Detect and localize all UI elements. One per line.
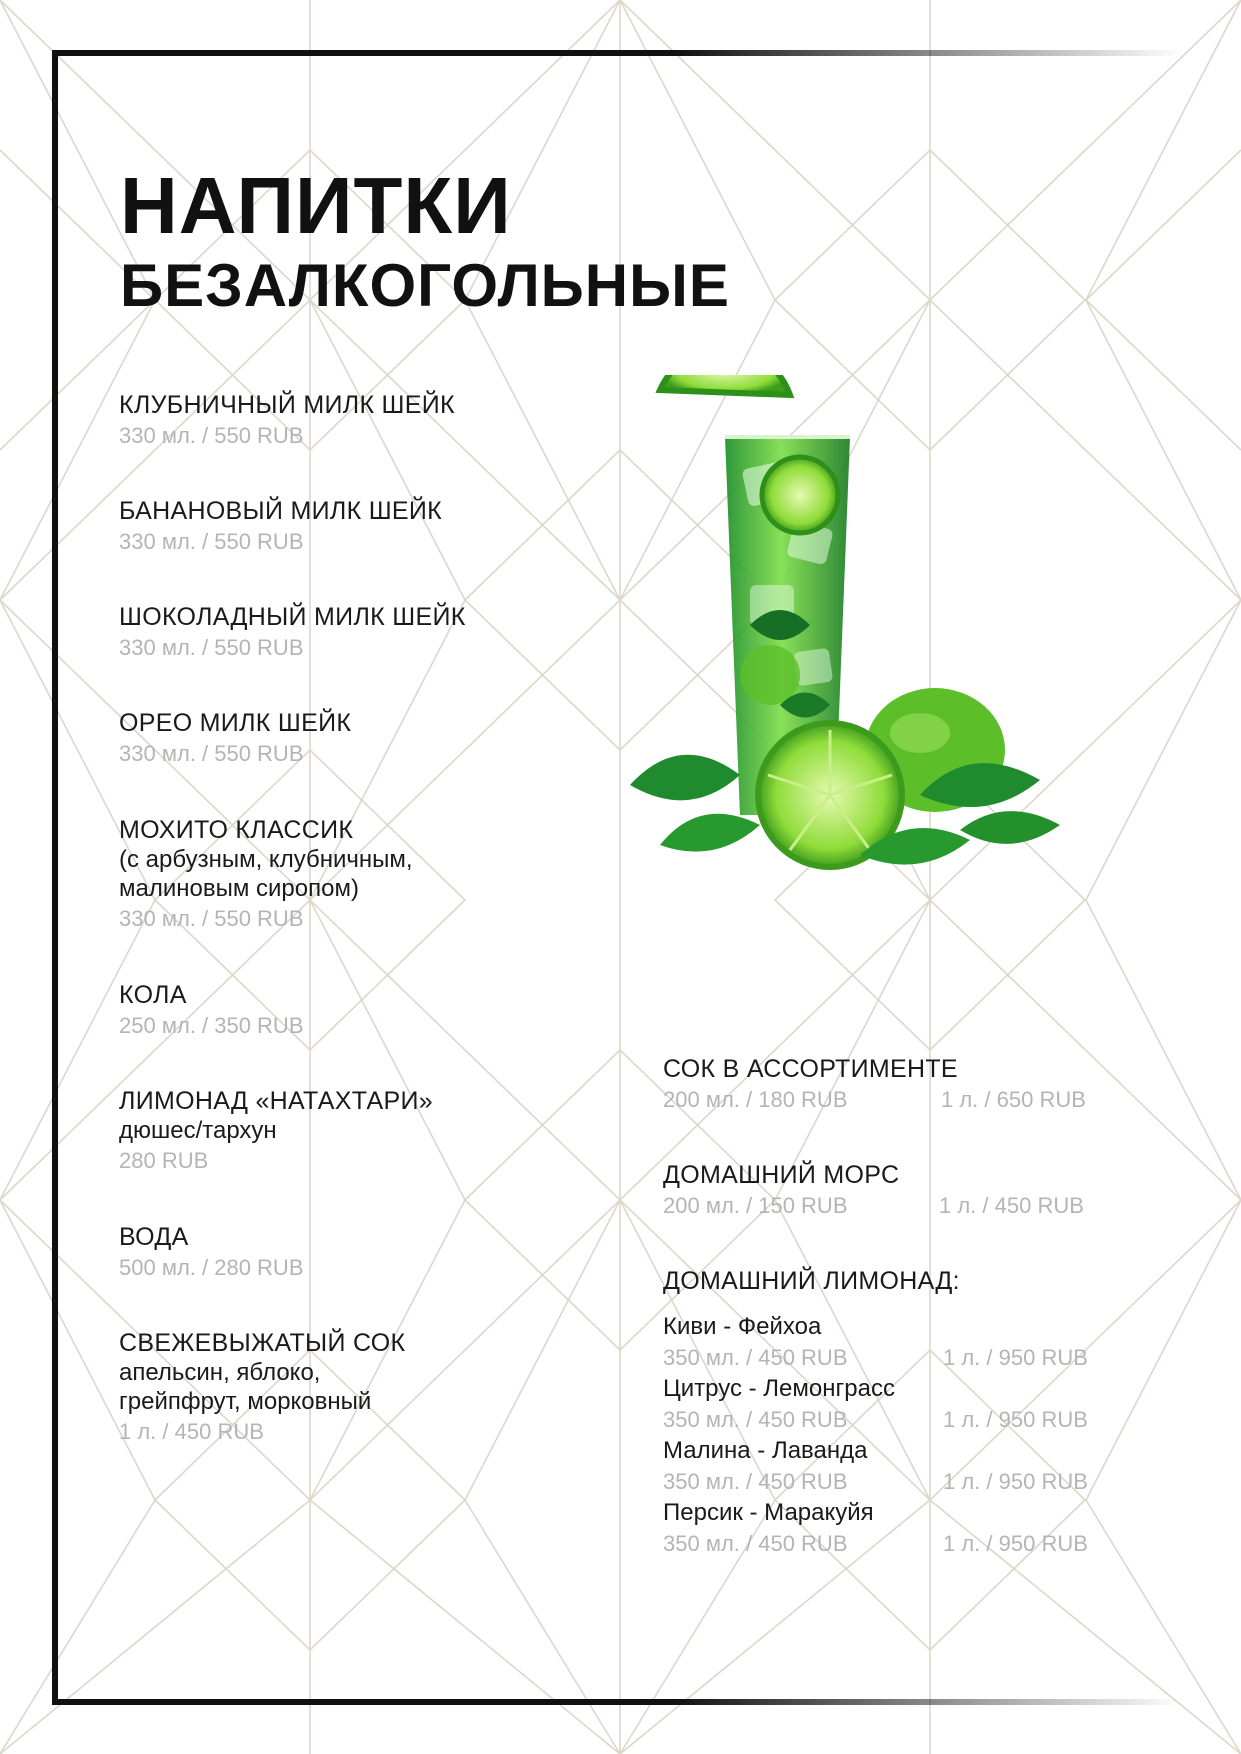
item-price-large: 1 л. / 950 RUB <box>943 1469 1088 1494</box>
price-row <box>663 1528 1113 1560</box>
menu-item <box>119 1222 304 1284</box>
frame-left-border <box>52 50 58 1705</box>
item-price: 250 мл. / 350 RUB <box>119 1013 304 1038</box>
item-price: 280 RUB <box>119 1148 209 1173</box>
frame-top-border <box>52 50 1184 56</box>
item-price-small: 350 мл. / 450 RUB <box>663 1345 848 1370</box>
item-description: (с арбузным, клубничным, <box>119 846 413 873</box>
menu-item <box>119 708 351 770</box>
menu-item <box>119 815 413 935</box>
item-price-large: 1 л. / 450 RUB <box>939 1193 1084 1218</box>
item-name: ВОДА <box>119 1223 189 1251</box>
flavor-name: Цитрус - Лемонграсс <box>663 1375 895 1402</box>
item-price: 330 мл. / 550 RUB <box>119 529 304 554</box>
lemonade-heading: ДОМАШНИЙ ЛИМОНАД: <box>663 1267 960 1295</box>
menu-item <box>663 1054 1103 1116</box>
item-name: ДОМАШНИЙ МОРС <box>663 1161 900 1189</box>
item-description: грейпфрут, морковный <box>119 1388 372 1415</box>
item-price: 330 мл. / 550 RUB <box>119 906 304 931</box>
item-price-small: 350 мл. / 450 RUB <box>663 1407 848 1432</box>
menu-item <box>119 602 466 664</box>
item-price-large: 1 л. / 950 RUB <box>943 1345 1088 1370</box>
item-price-small: 350 мл. / 450 RUB <box>663 1531 848 1556</box>
item-price-small: 200 мл. / 180 RUB <box>663 1087 848 1112</box>
item-price: 330 мл. / 550 RUB <box>119 423 304 448</box>
item-name: СВЕЖЕВЫЖАТЫЙ СОК <box>119 1329 406 1357</box>
flavor-name: Киви - Фейхоа <box>663 1313 822 1340</box>
item-name: СОК В АССОРТИМЕНТЕ <box>663 1055 958 1083</box>
item-name: МОХИТО КЛАССИК <box>119 816 354 844</box>
item-price: 330 мл. / 550 RUB <box>119 741 304 766</box>
page-title <box>120 162 730 322</box>
item-price-large: 1 л. / 650 RUB <box>941 1087 1086 1112</box>
item-price-large: 1 л. / 950 RUB <box>943 1407 1088 1432</box>
item-name: ОРЕО МИЛК ШЕЙК <box>119 709 352 737</box>
menu-item <box>119 980 304 1042</box>
item-price-large: 1 л. / 950 RUB <box>943 1531 1088 1556</box>
item-description: малиновым сиропом) <box>119 875 359 902</box>
item-price-small: 350 мл. / 450 RUB <box>663 1469 848 1494</box>
item-name: БАНАНОВЫЙ МИЛК ШЕЙК <box>119 497 443 525</box>
price-row <box>663 1084 1103 1116</box>
menu-item <box>119 496 442 558</box>
menu-item <box>663 1160 1103 1222</box>
item-name: ШОКОЛАДНЫЙ МИЛК ШЕЙК <box>119 603 466 631</box>
menu-item <box>119 1086 433 1177</box>
item-name: КЛУБНИЧНЫЙ МИЛК ШЕЙК <box>119 391 455 419</box>
price-row <box>663 1404 1113 1436</box>
item-price: 1 л. / 450 RUB <box>119 1419 264 1444</box>
item-price: 330 мл. / 550 RUB <box>119 635 304 660</box>
item-name: КОЛА <box>119 981 187 1009</box>
item-price-small: 200 мл. / 150 RUB <box>663 1193 848 1218</box>
item-description: апельсин, яблоко, <box>119 1359 321 1386</box>
title-line-2: БЕЗАЛКОГОЛЬНЫЕ <box>120 252 730 319</box>
menu-item <box>119 1328 405 1448</box>
price-row <box>663 1190 1103 1222</box>
item-name: ЛИМОНАД «НАТАХТАРИ» <box>119 1087 433 1115</box>
flavor-name: Малина - Лаванда <box>663 1437 868 1464</box>
frame-bottom-border <box>52 1699 1184 1705</box>
price-row <box>663 1342 1113 1374</box>
flavor-name: Персик - Маракуйя <box>663 1499 874 1526</box>
price-row <box>663 1466 1113 1498</box>
menu-item <box>119 390 455 452</box>
item-price: 500 мл. / 280 RUB <box>119 1255 304 1280</box>
title-line-1: НАПИТКИ <box>120 161 512 250</box>
lemonade-section <box>663 1266 1113 1560</box>
mojito-glass-icon <box>630 375 1120 885</box>
item-description: дюшес/тархун <box>119 1117 277 1144</box>
